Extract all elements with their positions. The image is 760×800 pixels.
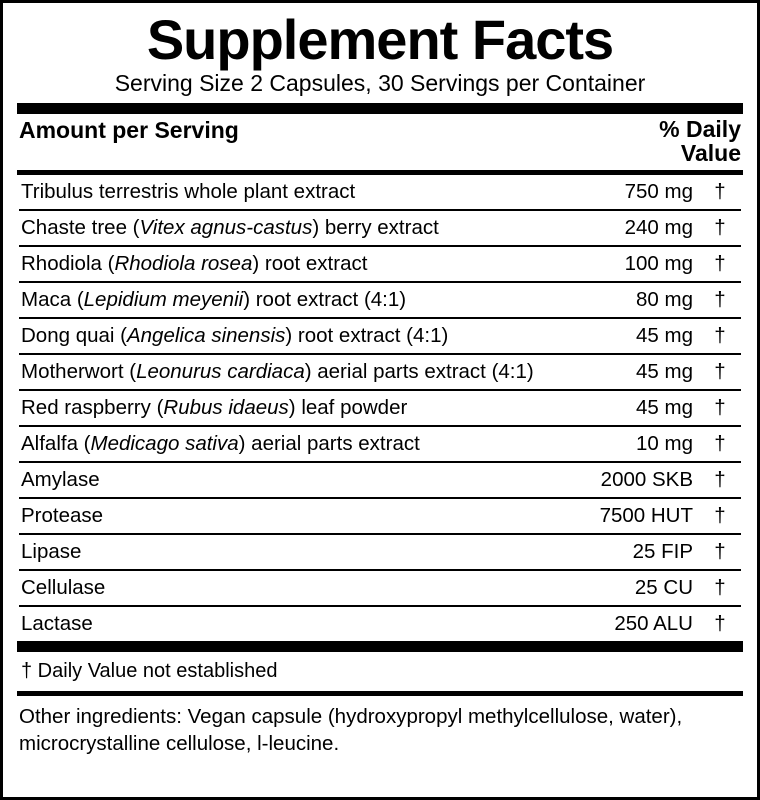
serving-size-text: Serving Size 2 Capsules, 30 Servings per Container [114,70,646,97]
ingredient-daily-value: † [699,606,741,641]
ingredient-amount: 45 mg [575,318,699,354]
page-title: Supplement Facts [146,8,614,71]
ingredients-table [19,175,741,641]
divider-thick-top [17,103,743,114]
header-table [19,114,741,170]
table-row [19,282,741,318]
amount-per-serving-header: Amount per Serving [19,117,239,144]
ingredient-name: Protease [19,498,575,534]
ingredient-amount: 100 mg [575,246,699,282]
ingredient-name: Cellulase [19,570,575,606]
footnote-text: † Daily Value not established [21,659,278,682]
ingredient-name: Motherwort (Leonurus cardiaca) aerial parts extract (4:1) [19,354,575,390]
ingredient-daily-value: † [699,318,741,354]
table-row [19,175,741,210]
daily-value-header-line2: Value [680,140,741,167]
ingredient-daily-value: † [699,210,741,246]
ingredients-table-body [19,175,741,641]
table-row [19,498,741,534]
table-row [19,570,741,606]
table-row [19,426,741,462]
ingredient-amount: 250 ALU [575,606,699,641]
table-row [19,534,741,570]
other-ingredients-text: Other ingredients: Vegan capsule (hydroxypropyl methylcellulose, water), microcrystalline cellulose, l-leucine. [19,704,683,755]
ingredient-amount: 25 FIP [575,534,699,570]
divider-thick-bottom [17,641,743,652]
ingredient-name: Rhodiola (Rhodiola rosea) root extract [19,246,575,282]
ingredient-name: Amylase [19,462,575,498]
ingredient-daily-value: † [699,354,741,390]
daily-value-header-line1: % Daily [659,116,741,143]
ingredient-amount: 2000 SKB [575,462,699,498]
ingredient-daily-value: † [699,498,741,534]
header-row-wrap [17,114,743,170]
ingredient-daily-value: † [699,462,741,498]
table-header-row [19,114,741,170]
ingredient-daily-value: † [699,282,741,318]
ingredient-daily-value: † [699,426,741,462]
daily-value-header [619,114,741,170]
table-row [19,390,741,426]
ingredient-name: Chaste tree (Vitex agnus-castus) berry extract [19,210,575,246]
ingredient-daily-value: † [699,246,741,282]
ingredient-daily-value: † [699,570,741,606]
ingredient-daily-value: † [699,534,741,570]
ingredient-amount: 45 mg [575,390,699,426]
ingredient-name: Maca (Lepidium meyenii) root extract (4:1) [19,282,575,318]
ingredient-amount: 7500 HUT [575,498,699,534]
table-row [19,606,741,641]
ingredient-amount: 240 mg [575,210,699,246]
ingredient-name: Tribulus terrestris whole plant extract [21,179,356,203]
ingredient-name: Dong quai (Angelica sinensis) root extract (4:1) [19,318,575,354]
ingredient-name: Red raspberry (Rubus idaeus) leaf powder [19,390,575,426]
ingredient-amount: 25 CU [575,570,699,606]
table-row [19,318,741,354]
ingredient-amount: 750 mg [624,179,693,203]
ingredient-amount: 10 mg [575,426,699,462]
ingredient-daily-value: † [699,390,741,426]
ingredient-name: Alfalfa (Medicago sativa) aerial parts extract [19,426,575,462]
ingredient-amount: 80 mg [575,282,699,318]
ingredient-amount: 45 mg [575,354,699,390]
ingredient-name: Lactase [19,606,575,641]
ingredient-name: Lipase [19,534,575,570]
table-row [19,246,741,282]
table-row [19,354,741,390]
table-row [19,462,741,498]
ingredient-daily-value: † [714,179,726,203]
ingredients-table-wrap [17,175,743,641]
table-row [19,210,741,246]
